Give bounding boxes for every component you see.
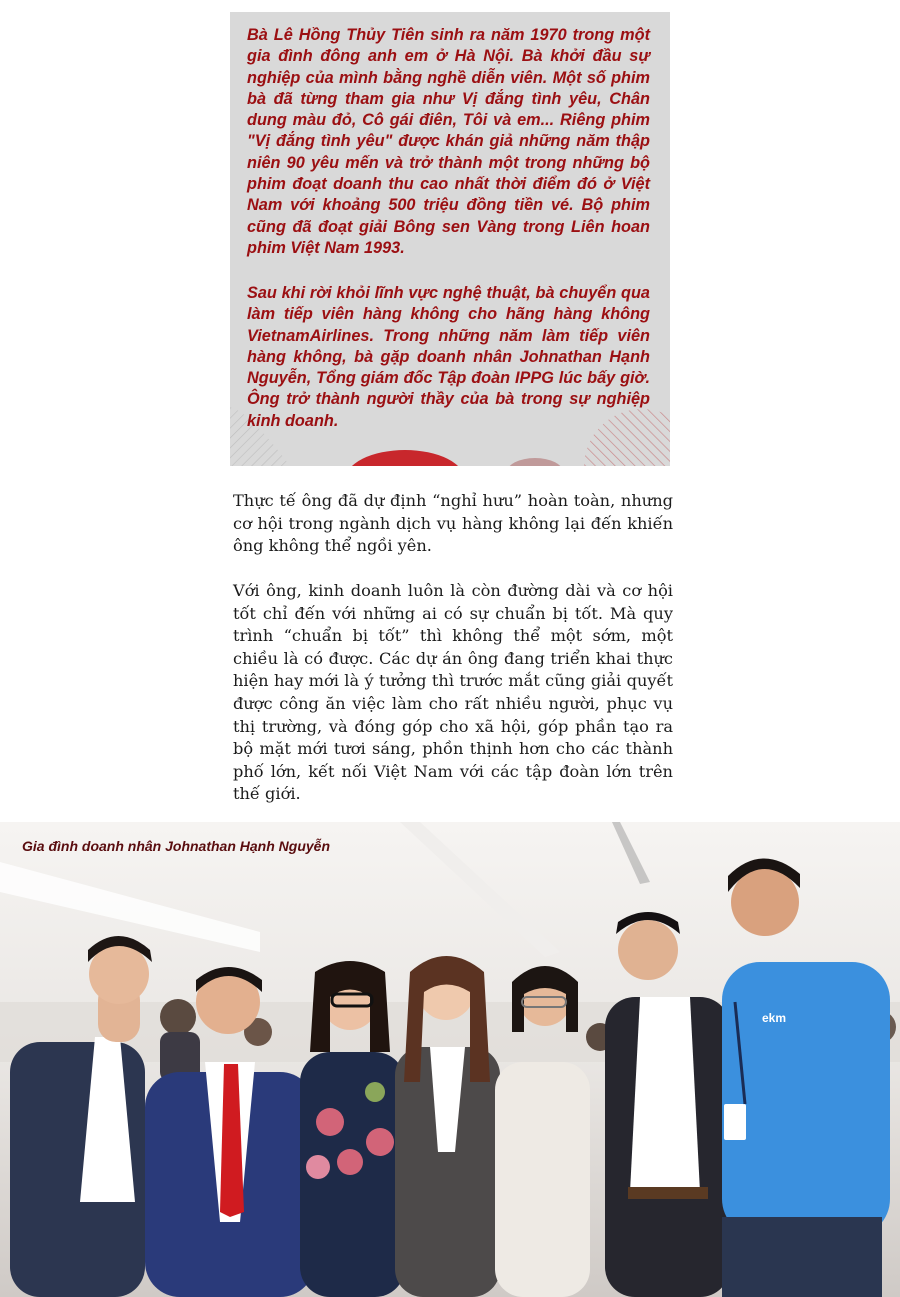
article-paragraph-1: Thực tế ông đã dự định “nghỉ hưu” hoàn toàn, nhưng cơ hội trong ngành dịch vụ hàng không lại đến khiến ông không thể ngồi yên. (233, 491, 673, 556)
article-paragraph-2: Với ông, kinh doanh luôn là còn đường dài và cơ hội tốt chỉ đến với những ai có sự chuẩn bị tốt. Mà quy trình “chuẩn bị tốt” thì không thể một sớm, một chiều là có được. Các dự án ông đang triển khai thực hiện hay mới là ý tưởng thì trước mắt cũng giải quyết được công ăn việc làm cho rất nhiều người, phục vụ thị trường, và đóng góp cho xã hội, góp phần tạo ra bộ mặt mới tươi sáng, phồn thịnh hơn cho các thành phố lớn, kết nối Việt Nam với các tập đoàn lớn trên thế giới. (233, 581, 673, 804)
family-photo (0, 822, 900, 1297)
infobox-paragraph-2: Sau khi rời khỏi lĩnh vực nghệ thuật, bà chuyển qua làm tiếp viên hàng không cho hãng hàng không VietnamAirlines. Trong những năm làm tiếp viên hàng không, bà gặp doanh nhân Johnathan Hạnh Nguyễn, Tổng giám đốc Tập đoàn IPPG lúc bấy giờ. Ông trở thành người thầy của bà trong sự nghiệp kinh doanh. (247, 284, 650, 430)
infobox-paragraph-1: Bà Lê Hồng Thủy Tiên sinh ra năm 1970 trong một gia đình đông anh em ở Hà Nội. Bà khởi đầu sự nghiệp của mình bằng nghề diễn viên. Một số phim bà đã từng tham gia như Vị đắng tình yêu, Chân dung màu đỏ, Cô gái điên, Tôi và em... Riêng phim "Vị đắng tình yêu" được khán giả những năm thập niên 90 yêu mến và trở thành một trong những bộ phim đoạt doanh thu cao nhất thời điểm đó ở Việt Nam với khoảng 500 triệu đồng tiền vé. Bộ phim cũng đã đoạt giải Bông sen Vàng trong Liên hoan phim Việt Nam 1993. (247, 26, 650, 257)
info-box (230, 12, 670, 466)
shirt-logo-text: ekm (762, 1011, 787, 1025)
photo-caption: Gia đình doanh nhân Johnathan Hạnh Nguyễn (22, 838, 330, 854)
